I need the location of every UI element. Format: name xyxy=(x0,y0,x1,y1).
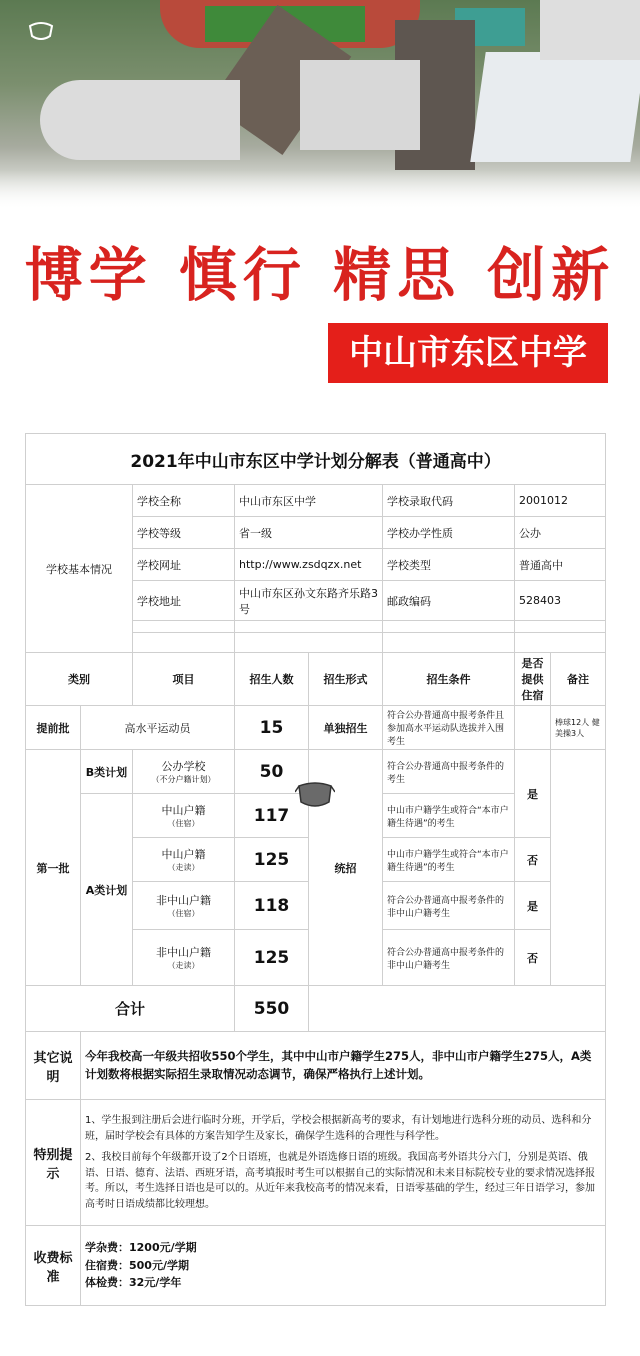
boarding-value: 是 xyxy=(515,750,551,838)
photo-fade xyxy=(0,170,640,210)
plan-conditions: 符合公办普通高中报考条件的非中山户籍考生 xyxy=(383,930,515,986)
tower-block xyxy=(540,0,640,60)
school-name-banner: 中山市东区中学 xyxy=(328,323,608,383)
field-label: 学校网址 xyxy=(133,549,235,581)
header-remark: 备注 xyxy=(551,653,606,706)
plan-item: 公办学校 （不分户籍计划） xyxy=(133,750,235,794)
fee-lodging: 住宿费：500元/学期 xyxy=(85,1258,189,1272)
school-motto: 博学 慎行 精思 创新 xyxy=(24,241,616,309)
early-remark: 棒球12人 健美操3人 xyxy=(551,706,606,750)
a-plan: A类计划 xyxy=(81,794,133,986)
field-label: 学校等级 xyxy=(133,517,235,549)
plan-item: 中山户籍 （走读） xyxy=(133,838,235,882)
boarding-value: 否 xyxy=(515,930,551,986)
first-batch: 第一批 xyxy=(26,750,81,986)
header-category: 类别 xyxy=(26,653,133,706)
mask-watermark-icon xyxy=(295,778,335,812)
plan-item: 中山户籍 （住宿） xyxy=(133,794,235,838)
field-label: 邮政编码 xyxy=(383,581,515,621)
plan-conditions: 中山市户籍学生或符合“本市户籍生待遇”的考生 xyxy=(383,838,515,882)
boarding-value: 是 xyxy=(515,882,551,930)
plan-item: 非中山户籍 （走读） xyxy=(133,930,235,986)
header-form: 招生形式 xyxy=(309,653,383,706)
early-count: 15 xyxy=(235,706,309,750)
early-batch: 提前批 xyxy=(26,706,81,750)
early-item: 高水平运动员 xyxy=(81,706,235,750)
plan-conditions: 符合公办普通高中报考条件的考生 xyxy=(383,750,515,794)
building-curved xyxy=(40,80,240,160)
school-nature: 公办 xyxy=(515,517,606,549)
total-count: 550 xyxy=(235,986,309,1032)
plan-item: 非中山户籍 （住宿） xyxy=(133,882,235,930)
header-conditions: 招生条件 xyxy=(383,653,515,706)
special-label: 特别提示 xyxy=(26,1100,81,1226)
total-label: 合计 xyxy=(26,986,235,1032)
plan-count: 118 xyxy=(235,882,309,930)
school-code: 2001012 xyxy=(515,485,606,517)
plan-count: 125 xyxy=(235,838,309,882)
early-form: 单独招生 xyxy=(309,706,383,750)
school-website: http://www.zsdqzx.net xyxy=(235,549,383,581)
building-courtyard xyxy=(300,60,420,150)
basic-info-section: 学校基本情况 xyxy=(26,485,133,653)
school-address: 中山市东区孙文东路齐乐路3号 xyxy=(235,581,383,621)
fee-misc: 学杂费：1200元/学期 xyxy=(85,1241,197,1255)
mask-logo-icon xyxy=(28,20,54,46)
plan-count: 117 xyxy=(235,794,309,838)
other-text: 今年我校高一年级共招收550个学生，其中中山市户籍学生275人，非中山市户籍学生275人，A类计划数将根据实际招生录取情况动态调节，确保严格执行上述计划。 xyxy=(81,1032,606,1100)
field-label: 学校类型 xyxy=(383,549,515,581)
plan-count: 50 xyxy=(235,750,309,794)
school-full-name: 中山市东区中学 xyxy=(235,485,383,517)
school-level: 省一级 xyxy=(235,517,383,549)
plan-count: 125 xyxy=(235,930,309,986)
special-notes xyxy=(81,1100,606,1226)
field-label: 学校录取代码 xyxy=(383,485,515,517)
campus-aerial-photo xyxy=(0,0,640,210)
b-plan: B类计划 xyxy=(81,750,133,794)
header-boarding: 是否提供住宿 xyxy=(515,653,551,706)
field-label: 学校办学性质 xyxy=(383,517,515,549)
school-postcode: 528403 xyxy=(515,581,606,621)
early-conditions: 符合公办普通高中报考条件且参加高水平运动队选拔并入围考生 xyxy=(383,706,515,750)
enrollment-plan-table xyxy=(25,433,606,1306)
school-type: 普通高中 xyxy=(515,549,606,581)
fees-label: 收费标准 xyxy=(26,1226,81,1306)
field-label: 学校全称 xyxy=(133,485,235,517)
boarding-value: 否 xyxy=(515,838,551,882)
fee-pe: 体检费：32元/学年 xyxy=(85,1276,182,1290)
table-title: 2021年中山市东区中学计划分解表（普通高中） xyxy=(26,434,606,485)
header-count: 招生人数 xyxy=(235,653,309,706)
gymnasium-roof xyxy=(470,52,640,162)
note-paragraph: 1、学生报到注册后会进行临时分班，开学后，学校会根据新高考的要求，有计划地进行选科分班的动员、选科和分班，届时学校会有具体的方案告知学生及家长，确保学生选科的合理性与科学性。 xyxy=(85,1115,592,1142)
field-label: 学校地址 xyxy=(133,581,235,621)
header-item: 项目 xyxy=(133,653,235,706)
plan-conditions: 符合公办普通高中报考条件的非中山户籍考生 xyxy=(383,882,515,930)
other-label: 其它说明 xyxy=(26,1032,81,1100)
first-form: 统招 xyxy=(309,750,383,986)
note-paragraph: 2、我校目前每个年级都开设了2个日语班，也就是外语选修日语的班级。我国高考外语共分六门，分别是英语、俄语、日语、德育、法语、西班牙语，高考填报时考生可以根据自己的实际情况和未来目标院校专业的要求情况选择报考。所以，考生选择日语也是可以的。从近年来我校高考的情况来看，日语零基础的学生，经过三年日语学习，参加高考时日语成绩都比较理想。 xyxy=(85,1152,595,1210)
plan-conditions: 中山市户籍学生或符合“本市户籍生待遇”的考生 xyxy=(383,794,515,838)
